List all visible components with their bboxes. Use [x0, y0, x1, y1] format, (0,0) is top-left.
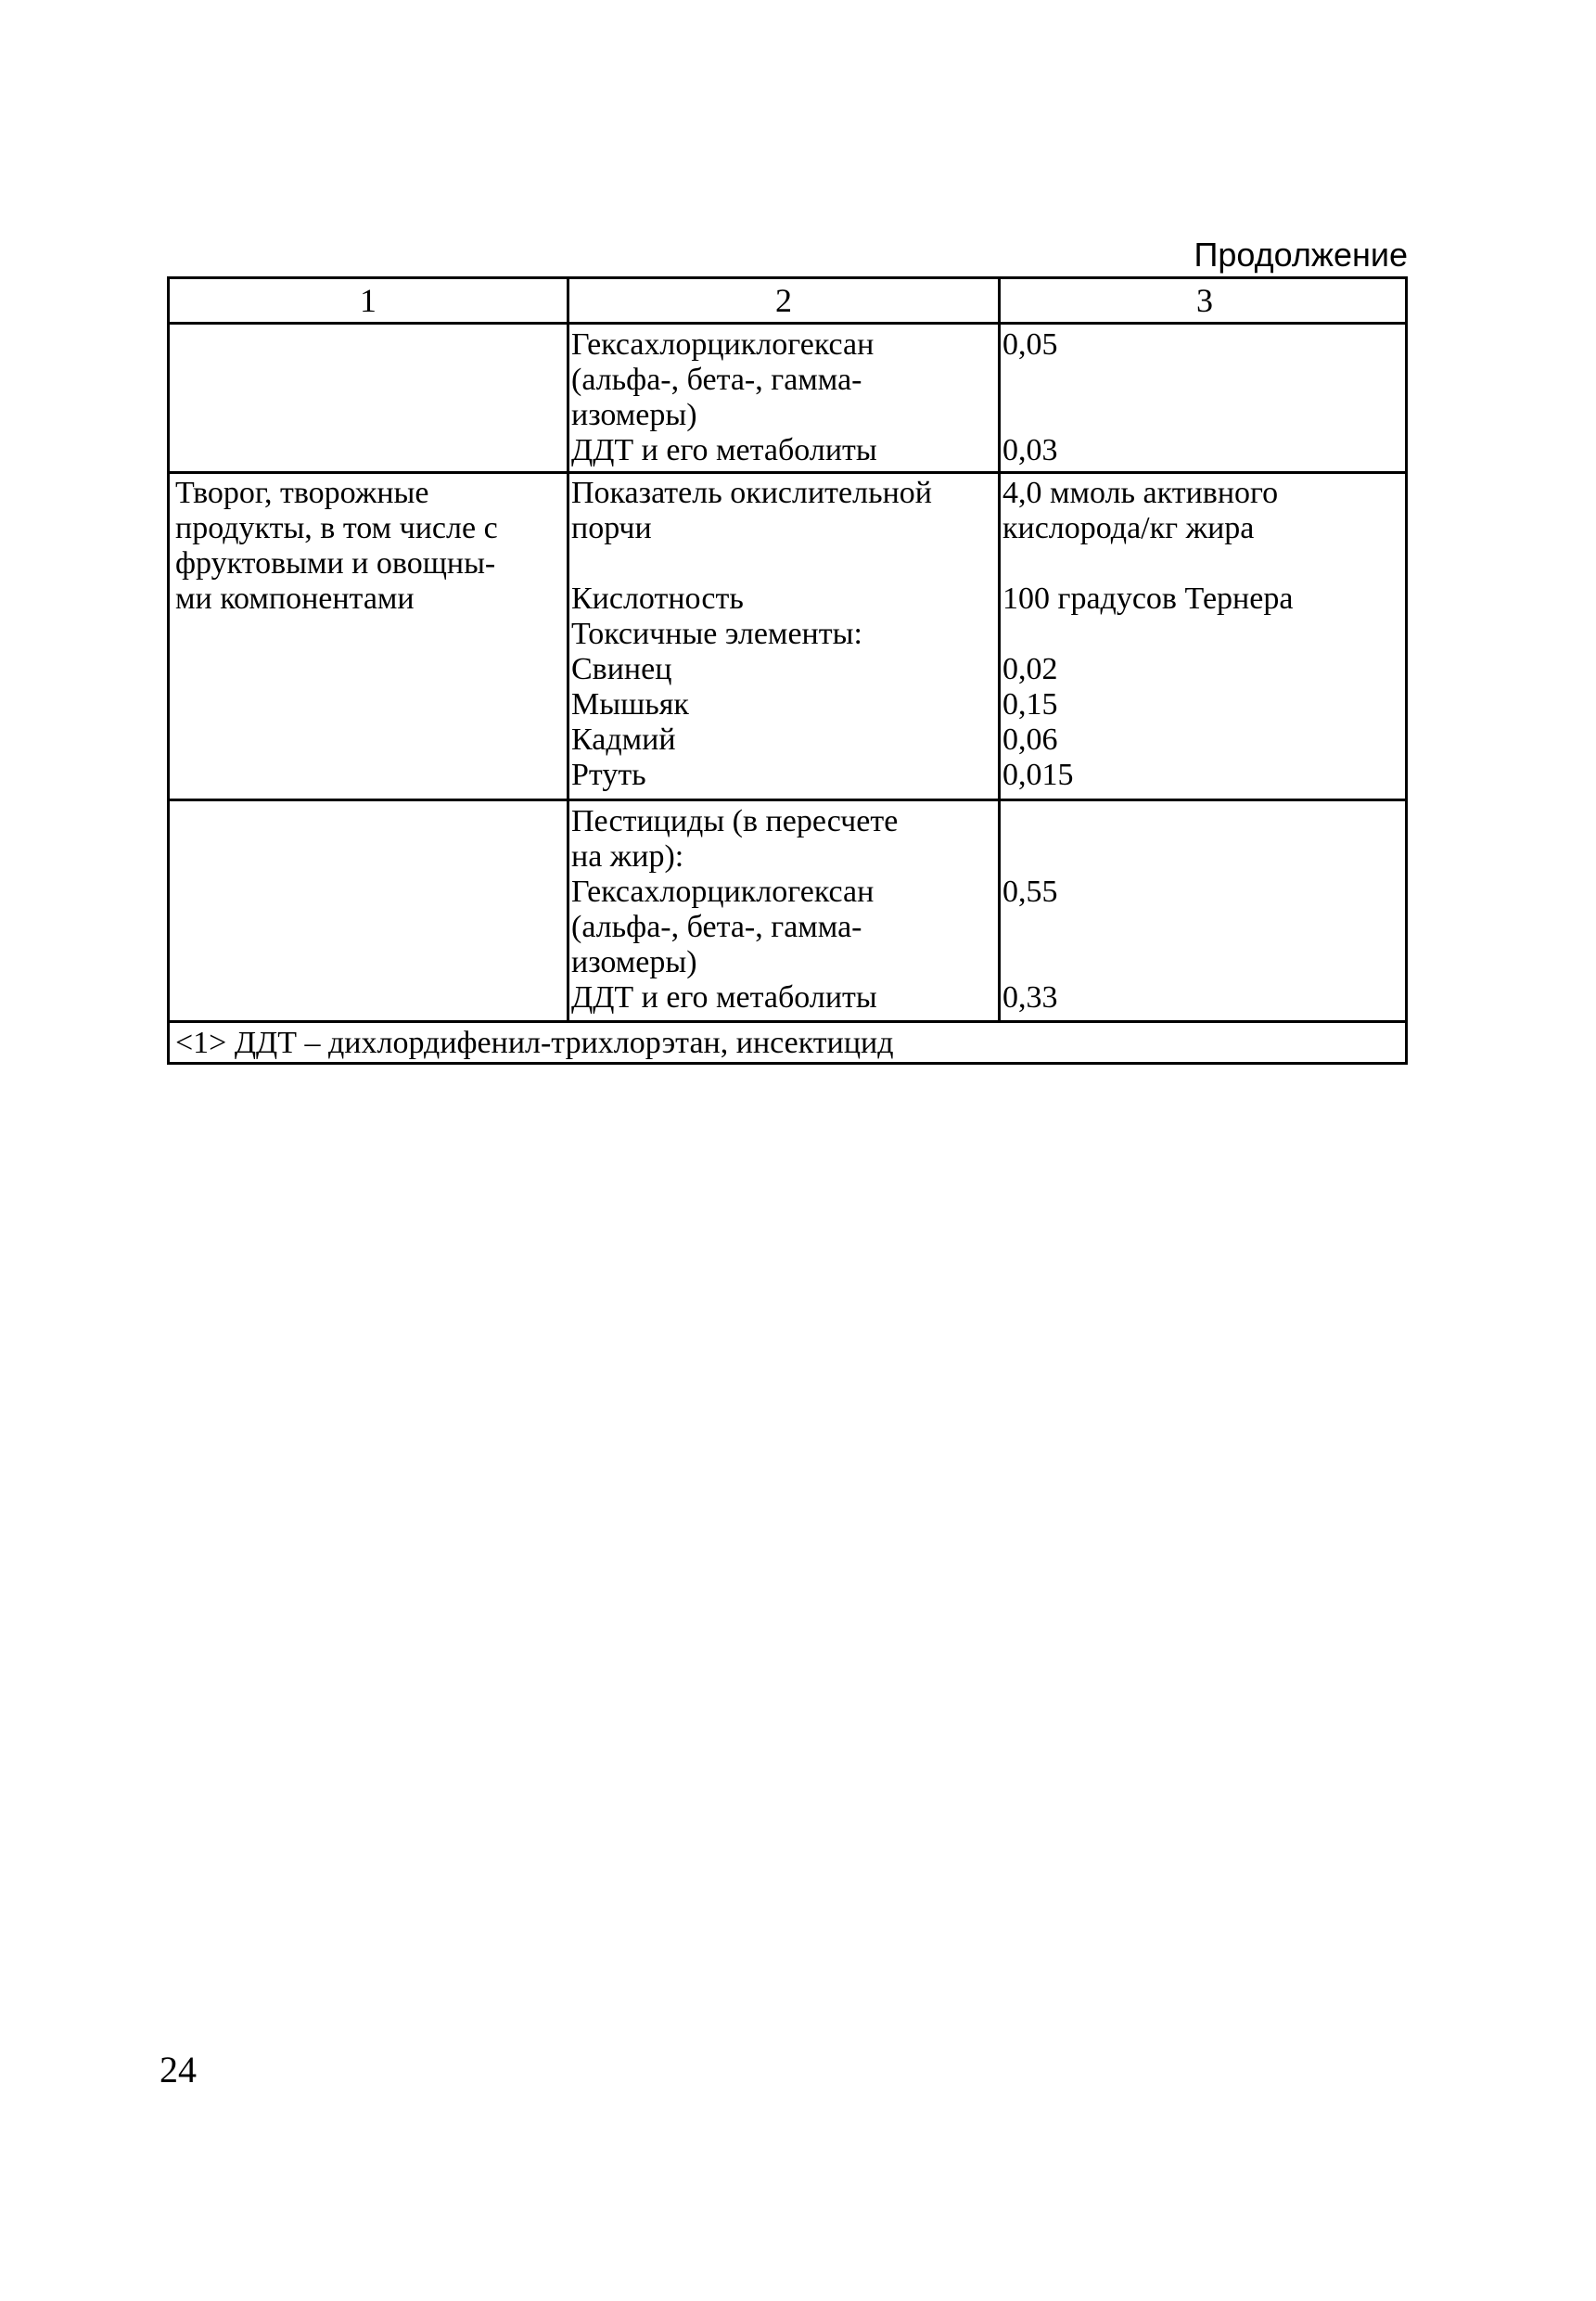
row3-col2-line: на жир):	[571, 839, 684, 874]
column-rule-2	[998, 279, 1001, 1023]
row2-col2-line: порчи	[571, 511, 652, 545]
row2-col3-line: 4,0 ммоль активного	[1002, 476, 1279, 510]
row3-bottom-rule	[170, 1020, 1405, 1023]
row2-col3-value: 0,02	[1002, 652, 1058, 686]
row3-col2-line: (альфа-, бета-, гамма-	[571, 910, 862, 944]
header-col-1: 1	[360, 282, 377, 319]
row2-bottom-rule	[170, 799, 1405, 801]
row2-product-line: ми компонентами	[175, 582, 415, 616]
header-col-2: 2	[775, 282, 792, 319]
column-rule-1	[567, 279, 569, 1023]
table-footnote: <1> ДДТ – дихлордифенил-трихлорэтан, инсектицид	[175, 1026, 894, 1060]
row3-col3-value: 0,33	[1002, 980, 1058, 1015]
row2-col3-value: 0,015	[1002, 758, 1074, 792]
row2-col2-line: Показатель окислительной	[571, 476, 932, 510]
row3-col2-line: ДДТ и его метаболиты	[571, 980, 877, 1015]
row2-col2-line: Ртуть	[571, 758, 646, 792]
continuation-label: Продолжение	[1194, 236, 1408, 274]
row2-product-line: фруктовыми и овощны-	[175, 546, 496, 581]
row1-col2-line: ДДТ и его метаболиты	[571, 433, 877, 467]
row2-col2-line: Кадмий	[571, 722, 676, 757]
row1-col3-value: 0,03	[1002, 433, 1058, 467]
page-number: 24	[160, 2049, 197, 2090]
row3-col3-value: 0,55	[1002, 875, 1058, 909]
row2-col2-line: Токсичные элементы:	[571, 617, 862, 651]
row2-col3-value: 0,15	[1002, 687, 1058, 722]
row3-col2-line: Пестициды (в пересчете	[571, 804, 899, 838]
row2-product-line: Творог, творожные	[175, 476, 429, 510]
row2-col3-line: кислорода/кг жира	[1002, 511, 1255, 545]
row2-col2-line: Мышьяк	[571, 687, 689, 722]
row1-col2-line: Гексахлорциклогексан	[571, 327, 875, 362]
row1-bottom-rule	[170, 471, 1405, 474]
row2-col3-value: 0,06	[1002, 722, 1058, 757]
row1-col2-line: (альфа-, бета-, гамма-	[571, 363, 862, 397]
header-bottom-rule	[170, 322, 1405, 325]
row2-col3-line: 100 градусов Тернера	[1002, 582, 1294, 616]
row1-col3-value: 0,05	[1002, 327, 1058, 362]
row2-col2-line: Свинец	[571, 652, 672, 686]
row3-col2-line: Гексахлорциклогексан	[571, 875, 875, 909]
row1-col2-line: изомеры)	[571, 398, 697, 432]
row2-col2-line: Кислотность	[571, 582, 744, 616]
header-col-3: 3	[1196, 282, 1213, 319]
data-table	[167, 276, 1408, 1065]
row2-product-line: продукты, в том числе с	[175, 511, 498, 545]
row3-col2-line: изомеры)	[571, 945, 697, 979]
